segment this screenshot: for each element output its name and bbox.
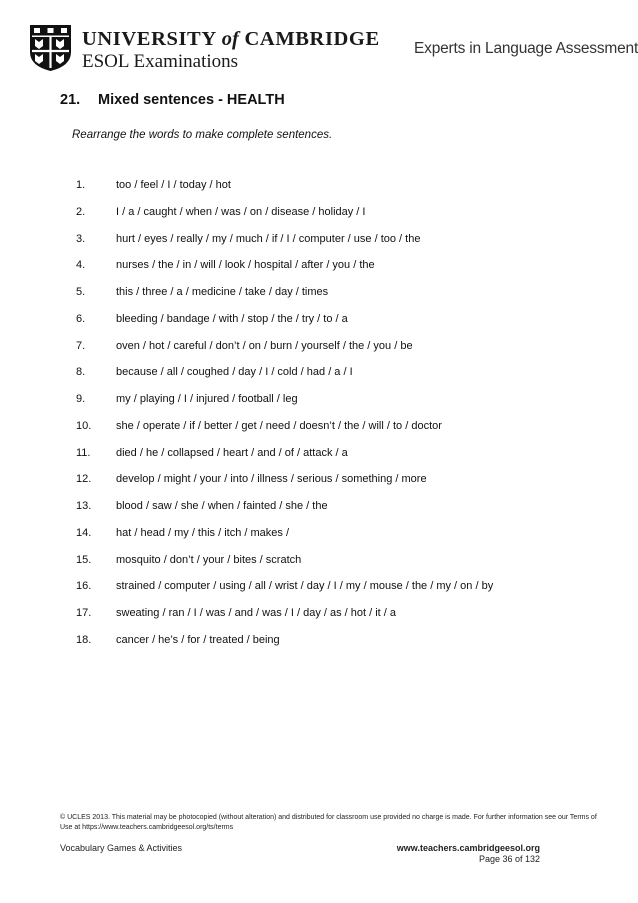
sentence-number: 13. xyxy=(76,500,92,512)
sentence-item xyxy=(0,179,638,206)
sentence-item xyxy=(0,607,638,634)
sentence-words: blood / saw / she / when / fainted / she / the xyxy=(116,500,328,512)
sentence-words: this / three / a / medicine / take / day / times xyxy=(116,286,329,298)
copyright-notice: © UCLES 2013. This material may be photocopied (without alteration) and distributed for classroom use provided no charge is made. For further information see our Terms of Use at https://www.teachers.cambridgeesol.org/ts/terms xyxy=(60,814,597,831)
sentence-words: because / all / coughed / day / I / cold / had / a / I xyxy=(116,366,353,379)
sentence-number: 10. xyxy=(76,419,92,432)
sentence-item xyxy=(0,366,638,393)
sentence-number: 11. xyxy=(76,446,91,459)
section-number: 21. xyxy=(60,92,81,108)
sentence-words: cancer / he’s / for / treated / being xyxy=(116,633,280,646)
sentence-number: 5. xyxy=(76,286,86,298)
sentence-item xyxy=(0,393,638,420)
sentence-item xyxy=(0,473,638,500)
sentence-words: bleeding / bandage / with / stop / the / try / to / a xyxy=(116,312,348,325)
page-title xyxy=(60,92,285,108)
sentence-item xyxy=(0,259,638,286)
esol-examinations: ESOL Examinations xyxy=(82,51,239,72)
sentence-item xyxy=(0,634,638,661)
sentence-item xyxy=(0,527,638,554)
sentence-number: 2. xyxy=(76,205,86,218)
page-header xyxy=(0,0,638,80)
sentence-words: sweating / ran / I / was / and / was / I / day / as / hot / it / a xyxy=(116,607,397,619)
sentence-number: 1. xyxy=(76,179,86,191)
sentence-words: strained / computer / using / all / wrist / day / I / my / mouse / the / my / on / by xyxy=(116,580,494,593)
sentence-item xyxy=(0,580,638,607)
sentence-list xyxy=(0,179,638,661)
instruction-text: Rearrange the words to make complete sentences. xyxy=(72,129,333,141)
sentence-words: nurses / the / in / will / look / hospital / after / you / the xyxy=(116,259,375,272)
sentence-number: 7. xyxy=(76,339,86,352)
footer-website[interactable]: www.teachers.cambridgeesol.org xyxy=(396,843,540,853)
sentence-number: 12. xyxy=(76,473,92,486)
sentence-item xyxy=(0,340,638,367)
sentence-words: she / operate / if / better / get / need / doesn’t / the / will / to / doctor xyxy=(116,419,442,432)
sentence-number: 18. xyxy=(76,633,92,646)
sentence-number: 16. xyxy=(76,580,92,593)
sentence-number: 9. xyxy=(76,393,86,405)
cambridge-crest-icon xyxy=(29,24,72,72)
sentence-item xyxy=(0,500,638,527)
sentence-words: I / a / caught / when / was / on / disease / holiday / I xyxy=(116,205,366,218)
sentence-words: mosquito / don’t / your / bites / scratch xyxy=(116,553,302,566)
section-title: Mixed sentences - HEALTH xyxy=(98,92,285,108)
sentence-item xyxy=(0,554,638,581)
sentence-number: 8. xyxy=(76,366,86,379)
tagline: Experts in Language Assessment xyxy=(414,40,638,57)
sentence-number: 14. xyxy=(76,526,92,539)
sentence-number: 6. xyxy=(76,312,86,325)
sentence-words: too / feel / I / today / hot xyxy=(116,179,231,191)
sentence-number: 4. xyxy=(76,259,86,272)
sentence-words: died / he / collapsed / heart / and / of / attack / a xyxy=(116,446,348,459)
sentence-number: 15. xyxy=(76,553,92,566)
sentence-number: 17. xyxy=(76,607,92,619)
sentence-words: develop / might / your / into / illness / serious / something / more xyxy=(116,473,427,486)
sentence-item xyxy=(0,286,638,313)
sentence-item xyxy=(0,206,638,233)
sentence-item xyxy=(0,420,638,447)
university-name: UNIVERSITY of CAMBRIDGE xyxy=(82,28,380,50)
sentence-words: my / playing / I / injured / football / leg xyxy=(116,393,298,405)
sentence-words: oven / hot / careful / don’t / on / burn / yourself / the / you / be xyxy=(116,339,413,352)
sentence-item xyxy=(0,447,638,474)
sentence-number: 3. xyxy=(76,232,86,245)
sentence-item xyxy=(0,313,638,340)
page-number: Page 36 of 132 xyxy=(478,854,540,864)
sentence-words: hurt / eyes / really / my / much / if / I / computer / use / too / the xyxy=(116,232,421,245)
sentence-item xyxy=(0,233,638,260)
footer-book-title: Vocabulary Games & Activities xyxy=(60,843,183,853)
sentence-words: hat / head / my / this / itch / makes / xyxy=(116,526,290,539)
